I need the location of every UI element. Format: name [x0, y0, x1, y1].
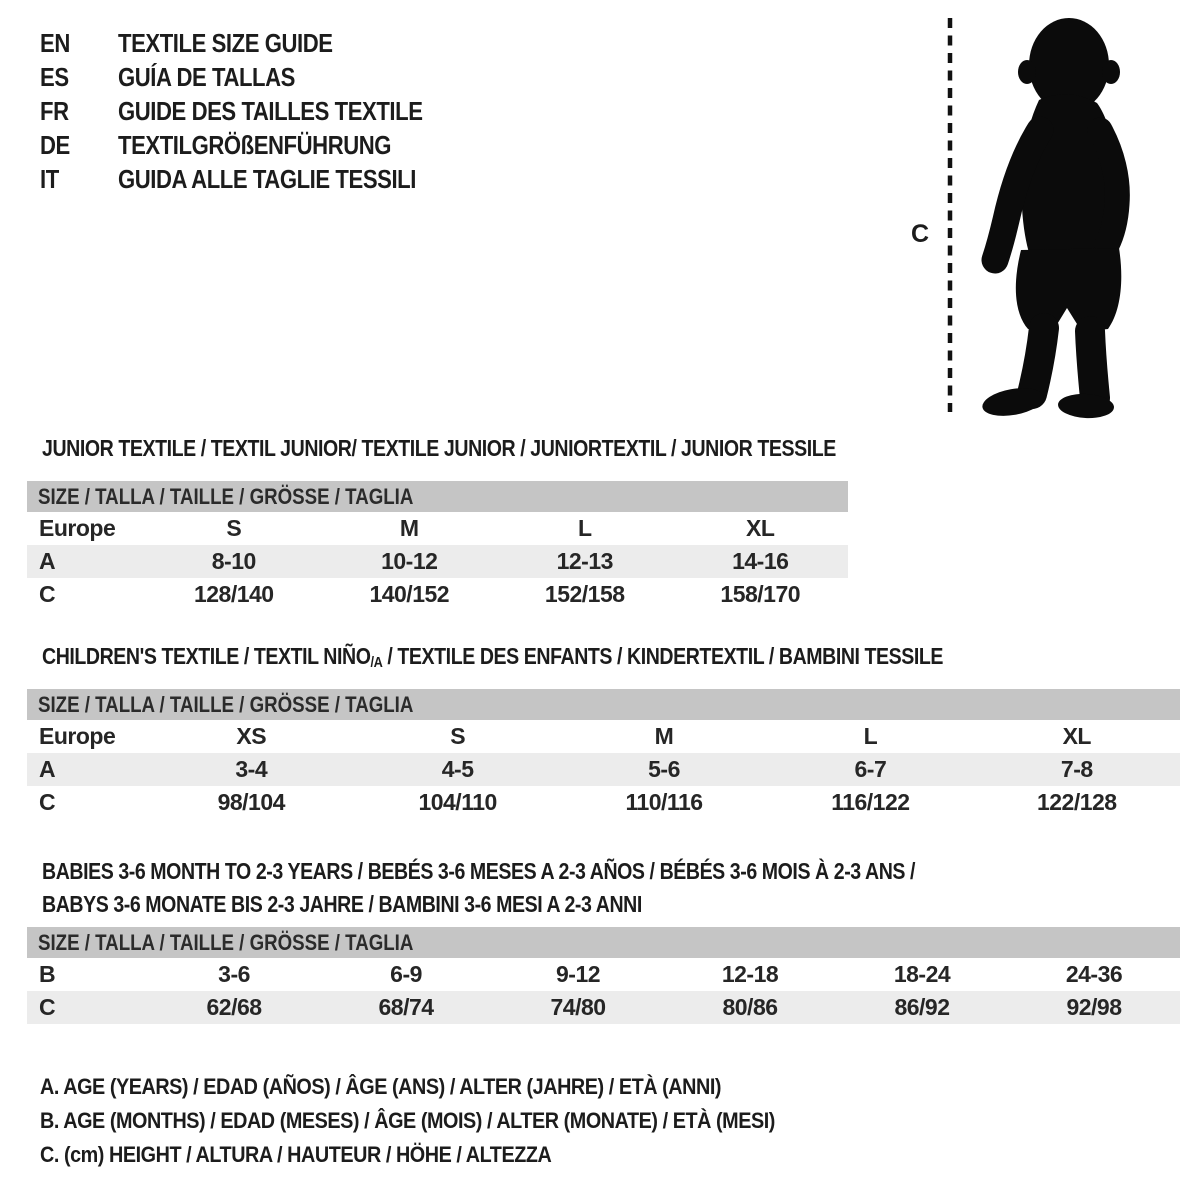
size-value-cell: 80/86: [722, 994, 778, 1020]
section-title: [42, 643, 1009, 670]
list-item: [40, 60, 476, 94]
section-junior-textile: [27, 435, 848, 611]
size-header-bar: [27, 689, 1180, 720]
size-value-cell: XL: [746, 515, 775, 541]
children-size-table: [27, 720, 1180, 819]
size-value-cell: 24-36: [1065, 961, 1123, 987]
list-item: [40, 26, 476, 60]
legend-line-b: B. AGE (MONTHS) / EDAD (MESES) / ÂGE (MOIS) / ALTER (MONATE) / ETÀ (MESI): [40, 1108, 775, 1133]
size-value-cell: 12-13: [556, 548, 613, 574]
size-value-cell: S: [226, 515, 242, 541]
row-label: C: [39, 581, 56, 607]
size-value-cell: S: [450, 723, 466, 749]
language-code-text: ES: [40, 61, 69, 92]
language-code: [40, 96, 118, 127]
size-value-cell: 14-16: [732, 548, 789, 574]
size-value-cell: 8-10: [211, 548, 256, 574]
guide-title: GUÍA DE TALLAS: [118, 61, 295, 92]
size-value-cell: 7-8: [1060, 756, 1093, 782]
size-header-text: SIZE / TALLA / TAILLE / GRÖSSE / TAGLIA: [38, 692, 414, 717]
size-value-cell: 3-6: [218, 961, 250, 987]
babies-size-table: [27, 958, 1180, 1024]
section-babies-textile: [27, 855, 1180, 1024]
list-item: [40, 94, 476, 128]
size-value-cell: 18-24: [893, 961, 951, 987]
list-item: [40, 162, 476, 196]
row-label: C: [39, 789, 56, 815]
section-children-textile: [27, 643, 1180, 819]
table-row: [27, 578, 848, 611]
size-value-cell: M: [399, 515, 419, 541]
guide-title: TEXTILGRÖßENFÜHRUNG: [118, 129, 392, 160]
guide-title: TEXTILE SIZE GUIDE: [118, 27, 333, 58]
size-value-cell: 9-12: [556, 961, 601, 987]
measurement-legend: [40, 1070, 857, 1172]
size-value-cell: XL: [1062, 723, 1091, 749]
size-value-cell: 6-9: [390, 961, 422, 987]
table-row: [27, 991, 1180, 1024]
size-value-cell: 4-5: [441, 756, 474, 782]
language-code: [40, 28, 118, 59]
language-code: [40, 130, 118, 161]
height-measure-figure: [893, 8, 1143, 422]
section-title-part: / TEXTILE DES ENFANTS / KINDERTEXTIL / BAMBINI TESSILE: [382, 643, 944, 669]
size-value-cell: 62/68: [206, 994, 262, 1020]
table-row: [27, 786, 1180, 819]
table-row: [27, 958, 1180, 991]
language-code-text: DE: [40, 129, 70, 160]
size-value-cell: 98/104: [217, 789, 285, 815]
size-value-cell: 110/116: [625, 789, 703, 815]
size-value-cell: 86/92: [894, 994, 950, 1020]
size-value-cell: L: [577, 515, 592, 541]
table-row: [27, 720, 1180, 753]
size-value-cell: 158/170: [720, 581, 801, 607]
row-label: B: [39, 961, 56, 987]
size-value-cell: 140/152: [369, 581, 450, 607]
language-code-text: EN: [40, 27, 70, 58]
section-title-line1: BABIES 3-6 MONTH TO 2-3 YEARS / BEBÉS 3-6 MESES A 2-3 AÑOS / BÉBÉS 3-6 MOIS À 2-3 ANS /: [42, 858, 916, 884]
size-header-text: SIZE / TALLA / TAILLE / GRÖSSE / TAGLIA: [38, 484, 414, 509]
size-value-cell: 92/98: [1066, 994, 1122, 1020]
table-row: [27, 753, 1180, 786]
size-header-bar: [27, 927, 1180, 958]
language-title-list: [40, 26, 476, 196]
size-value-cell: 128/140: [193, 581, 274, 607]
language-code-text: FR: [40, 95, 69, 126]
language-code-text: IT: [40, 163, 59, 194]
guide-title: GUIDA ALLE TAGLIE TESSILI: [118, 163, 416, 194]
junior-size-table: [27, 512, 848, 611]
size-value-cell: 10-12: [381, 548, 438, 574]
section-title: JUNIOR TEXTILE / TEXTIL JUNIOR/ TEXTILE JUNIOR / JUNIORTEXTIL / JUNIOR TESSILE: [42, 435, 836, 461]
language-code: [40, 164, 118, 195]
size-value-cell: 12-18: [721, 961, 779, 987]
row-label: A: [39, 548, 56, 574]
section-title-subscript: /A: [370, 654, 383, 671]
size-header-bar: [27, 481, 848, 512]
size-value-cell: L: [863, 723, 878, 749]
guide-title: GUIDE DES TAILLES TEXTILE: [118, 95, 423, 126]
size-value-cell: 3-4: [235, 756, 268, 782]
size-value-cell: M: [654, 723, 674, 749]
height-measure-label: C: [911, 220, 930, 248]
table-row: [27, 545, 848, 578]
row-label: Europe: [39, 515, 116, 541]
size-value-cell: 74/80: [550, 994, 606, 1020]
size-header-text: SIZE / TALLA / TAILLE / GRÖSSE / TAGLIA: [38, 930, 414, 955]
table-row: [27, 512, 848, 545]
language-code: [40, 62, 118, 93]
row-label: A: [39, 756, 56, 782]
toddler-silhouette: [980, 18, 1121, 420]
size-value-cell: 6-7: [854, 756, 887, 782]
toddler-silhouette-icon: [893, 8, 1143, 422]
legend-line-c: C. (cm) HEIGHT / ALTURA / HAUTEUR / HÖHE / ALTEZZA: [40, 1142, 552, 1167]
size-value-cell: XS: [236, 723, 267, 749]
size-value-cell: 122/128: [1036, 789, 1117, 815]
list-item: [40, 128, 476, 162]
size-value-cell: 104/110: [418, 789, 497, 815]
size-value-cell: 116/122: [831, 789, 910, 815]
section-title-part: CHILDREN'S TEXTILE / TEXTIL NIÑO: [42, 643, 371, 669]
section-title-line2: BABYS 3-6 MONATE BIS 2-3 JAHRE / BAMBINI 3-6 MESI A 2-3 ANNI: [42, 891, 642, 917]
legend-line-a: A. AGE (YEARS) / EDAD (AÑOS) / ÂGE (ANS) / ALTER (JAHRE) / ETÀ (ANNI): [40, 1074, 722, 1099]
size-value-cell: 152/158: [544, 581, 625, 607]
size-value-cell: 68/74: [378, 994, 434, 1020]
row-label: C: [39, 994, 56, 1020]
row-label: Europe: [39, 723, 116, 749]
size-value-cell: 5-6: [648, 756, 680, 782]
